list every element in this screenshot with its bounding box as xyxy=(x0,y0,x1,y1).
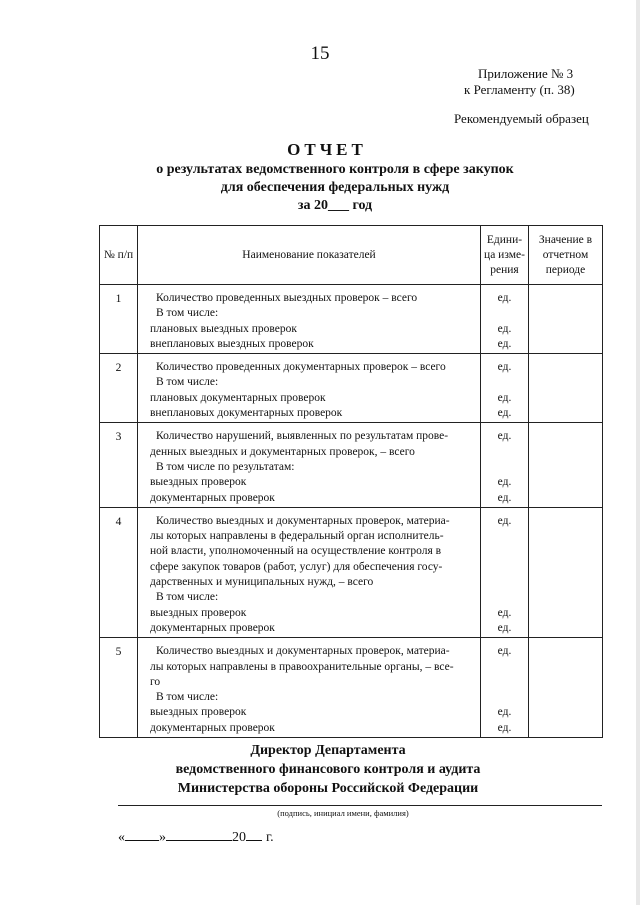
unit-label: ед. xyxy=(497,706,512,719)
indicator-line: Количество проведенных выездных проверок – всего xyxy=(156,292,418,304)
table-row xyxy=(100,507,603,637)
indicator-line: В том числе: xyxy=(156,691,219,704)
indicator-line: лы которых направлены в правоохранительные органы, – все- xyxy=(150,660,454,673)
indicator-line: выездных проверок xyxy=(150,476,247,489)
unit-label: ед. xyxy=(497,476,512,489)
unit-label xyxy=(482,690,527,705)
indicator-line: го xyxy=(150,675,161,688)
indicator-line: В том числе: xyxy=(156,591,219,604)
value-cell xyxy=(529,507,603,637)
indicator-name xyxy=(138,354,481,423)
indicator-line: дарственных и муниципальных нужд, – всего xyxy=(150,576,374,589)
unit-label: ед. xyxy=(497,337,512,350)
unit-label: ед. xyxy=(497,292,512,304)
unit-label: ед. xyxy=(497,721,512,734)
report-table xyxy=(99,225,603,738)
appendix-note xyxy=(464,66,575,98)
day-blank xyxy=(125,828,159,841)
value-cell xyxy=(529,638,603,738)
indicator-line: В том числе: xyxy=(156,307,219,320)
indicator-line: Количество нарушений, выявленных по результатам прове- xyxy=(156,430,449,443)
report-title: ОТЧЕТ xyxy=(287,140,367,159)
recommended-sample-label: Рекомендуемый образец xyxy=(454,111,589,126)
signature-caption: (подпись, инициал имени, фамилия) xyxy=(277,808,409,818)
report-subtitle-line-2: для обеспечения федеральных нужд xyxy=(220,180,450,195)
indicator-line: Количество выездных и документарных проверок, материа- xyxy=(156,645,450,658)
year-prefix: 20 xyxy=(232,830,246,845)
indicator-line: плановых документарных проверок xyxy=(150,391,326,404)
unit-cell xyxy=(481,354,529,423)
page-edge xyxy=(636,0,640,905)
indicator-line: Количество выездных и документарных проверок, материа- xyxy=(156,514,450,527)
year-suffix: г. xyxy=(266,830,274,845)
signature-title-block xyxy=(0,741,640,798)
indicator-line: документарных проверок xyxy=(150,491,275,504)
table-row xyxy=(100,423,603,507)
value-cell xyxy=(529,354,603,423)
table-row xyxy=(100,354,603,423)
table-header-row xyxy=(100,226,603,285)
indicator-line: сфере закупок товаров (работ, услуг) для обеспечения госу- xyxy=(150,560,443,573)
unit-label: ед. xyxy=(497,514,512,527)
unit-label: ед. xyxy=(497,322,512,335)
unit-label: ед. xyxy=(497,491,512,504)
unit-label: ед. xyxy=(497,645,512,658)
table-row xyxy=(100,638,603,738)
unit-cell xyxy=(481,507,529,637)
indicator-line: выездных проверок xyxy=(150,606,247,619)
indicator-line: выездных проверок xyxy=(150,706,247,719)
unit-label xyxy=(482,560,527,575)
value-cell xyxy=(529,423,603,507)
unit-label xyxy=(482,590,527,605)
report-table-body xyxy=(100,285,603,738)
unit-label xyxy=(482,575,527,590)
unit-label xyxy=(482,660,527,675)
indicator-name xyxy=(138,285,481,354)
appendix-line-2: к Регламенту (п. 38) xyxy=(464,82,575,97)
appendix-line-1: Приложение № 3 xyxy=(478,66,574,81)
indicator-line: Количество проведенных документарных проверок – всего xyxy=(156,361,446,374)
indicator-line: В том числе по результатам: xyxy=(156,460,295,473)
unit-label xyxy=(482,460,527,475)
page-number: 15 xyxy=(310,43,330,64)
date-line xyxy=(118,828,274,846)
indicator-line: плановых выездных проверок xyxy=(150,322,297,335)
indicator-line: внеплановых выездных проверок xyxy=(150,337,314,350)
indicator-line: ной власти, уполномоченный на осуществление контроля в xyxy=(150,545,442,558)
signature-underline xyxy=(118,805,602,806)
indicator-line: документарных проверок xyxy=(150,721,275,734)
signature-line-1: Директор Департамента xyxy=(250,743,406,758)
signature-line-2: ведомственного финансового контроля и аудита xyxy=(175,762,481,777)
unit-label: ед. xyxy=(497,621,512,634)
unit-label xyxy=(482,544,527,559)
unit-label xyxy=(482,445,527,460)
unit-cell xyxy=(481,423,529,507)
indicator-name xyxy=(138,423,481,507)
month-blank xyxy=(166,828,232,841)
row-number: 4 xyxy=(100,507,138,637)
row-number: 3 xyxy=(100,423,138,507)
table-row xyxy=(100,285,603,354)
indicator-line: лы которых направлены в федеральный орган исполнитель- xyxy=(150,530,444,543)
unit-cell xyxy=(481,285,529,354)
year-blank xyxy=(246,828,262,841)
header-num: № п/п xyxy=(100,226,138,285)
value-cell xyxy=(529,285,603,354)
indicator-line: документарных проверок xyxy=(150,621,275,634)
signature-line-3: Министерства обороны Российской Федерации xyxy=(177,781,479,796)
unit-cell xyxy=(481,638,529,738)
row-number: 2 xyxy=(100,354,138,423)
indicator-name xyxy=(138,507,481,637)
indicator-line: внеплановых документарных проверок xyxy=(150,407,343,420)
report-year-line: за 20___ год xyxy=(297,198,373,213)
indicator-line: денных выездных и документарных проверок, – всего xyxy=(150,445,415,458)
header-value: Значение в отчетном периоде xyxy=(529,226,603,285)
date-open-quote: « xyxy=(118,830,125,845)
header-name: Наименование показателей xyxy=(138,226,481,285)
row-number: 5 xyxy=(100,638,138,738)
unit-label xyxy=(482,675,527,690)
unit-label: ед. xyxy=(497,361,512,374)
unit-label: ед. xyxy=(497,606,512,619)
unit-label: ед. xyxy=(497,407,512,420)
indicator-name xyxy=(138,638,481,738)
report-subtitle-line-1: о результатах ведомственного контроля в сфере закупок xyxy=(156,162,514,177)
header-unit: Едини-ца изме-рения xyxy=(481,226,529,285)
report-title-block xyxy=(0,139,640,215)
unit-label xyxy=(482,375,527,390)
unit-label xyxy=(482,529,527,544)
unit-label: ед. xyxy=(497,391,512,404)
indicator-line: В том числе: xyxy=(156,376,219,389)
row-number: 1 xyxy=(100,285,138,354)
unit-label xyxy=(482,306,527,321)
unit-label: ед. xyxy=(497,430,512,443)
date-close-quote: » xyxy=(159,830,166,845)
